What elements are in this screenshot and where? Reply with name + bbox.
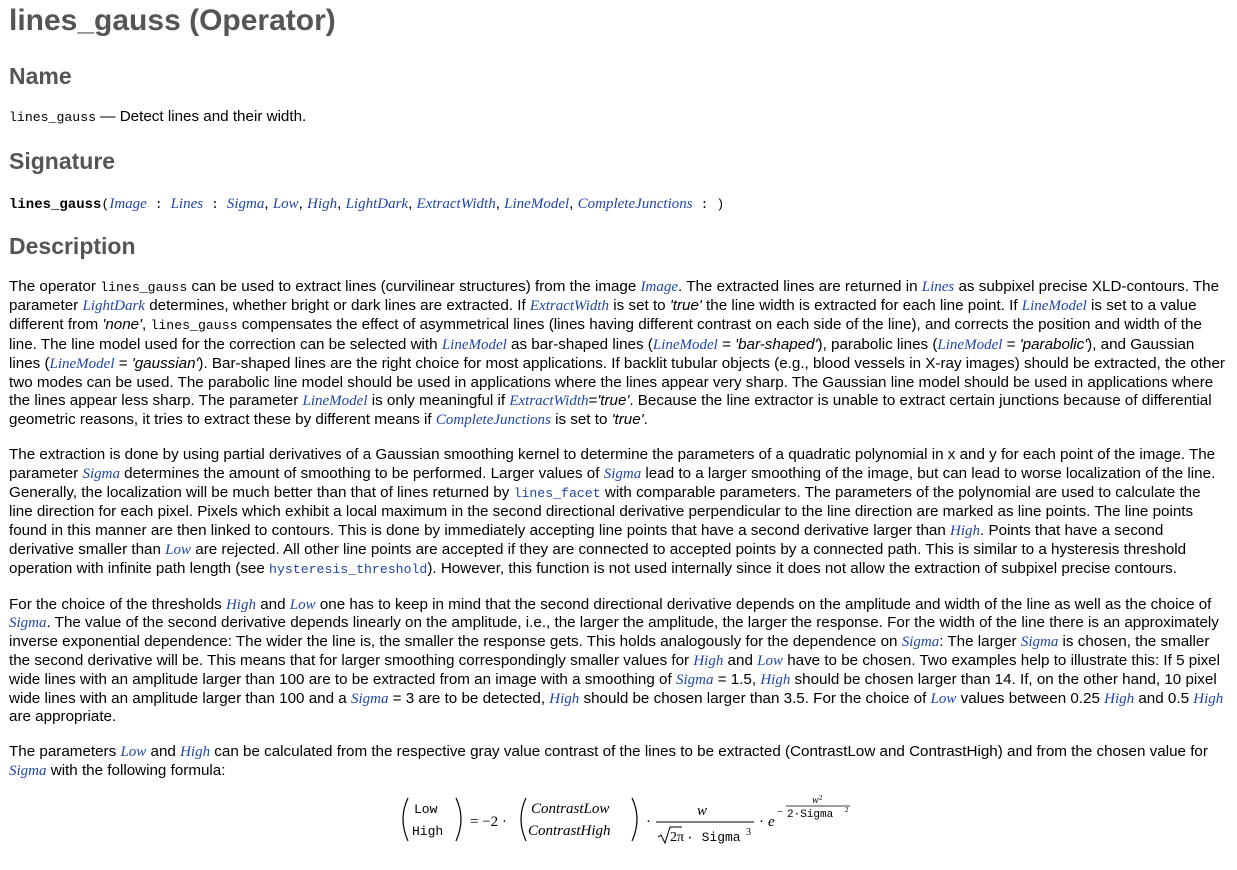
param-ref-high[interactable]: High bbox=[1193, 690, 1224, 707]
description-paragraph-2: The extraction is done by using partial derivatives of a Gaussian smoothing kernel to determine the parameters of a quadratic polynomial in x and y for each point of the image. The parameter Sigma determines the amount of smoothing to be performed. Larger values of Sigma lead to a larger smoothing of the image, but can lead to worse localization of the line. Generally, the localization will be much better than that of lines returned by lines_facet with comparable parameters. The parameters of the polynomial are used to calculate the line direction for each pixel. Pixels which exhibit a local maximum in the second directional derivative perpendicular to the line direction are marked as line points. The line points found in this manner are then linked to contours. This is done by immediately accepting line points that have a second derivative larger than High. Points that have a second derivative smaller than Low are rejected. All other line points are accepted if they are connected to accepted points by a connected path. This is similar to a hysteresis threshold operation with infinite path length (see hysteresis_threshold). However, this function is not used internally since it does not allow the extraction of subpixel precise contours. bbox=[9, 445, 1216, 577]
param-ref-sigma[interactable]: Sigma bbox=[1020, 634, 1059, 651]
denominator-sigma: · Sigma bbox=[686, 829, 741, 845]
param-ref-completejunctions[interactable]: CompleteJunctions bbox=[435, 412, 551, 429]
page-title: lines_gauss (Operator) bbox=[9, 4, 336, 37]
rhs-top: ContrastLow bbox=[531, 800, 610, 817]
formula-graphic bbox=[394, 795, 864, 847]
param-ref-high[interactable]: High bbox=[760, 671, 791, 688]
param-ref-linemodel[interactable]: LineModel bbox=[1021, 298, 1087, 315]
param-ref-linemodel[interactable]: LineModel bbox=[652, 336, 718, 353]
param-ref-high[interactable]: High bbox=[950, 523, 981, 540]
exponent-denominator: 2·Sigma bbox=[787, 808, 834, 821]
param-link-high[interactable]: High bbox=[307, 195, 338, 212]
lhs-bottom: High bbox=[412, 823, 444, 839]
param-link-low[interactable]: Low bbox=[272, 195, 299, 212]
signature-heading: Signature bbox=[9, 147, 116, 174]
name-definition: lines_gauss — Detect lines and their width. bbox=[9, 108, 307, 125]
exponent-denominator-power: 2 bbox=[845, 805, 849, 814]
signature-line: lines_gauss(Image : Lines : Sigma, Low, High, LightDark, ExtractWidth, LineModel, CompleteJunctions : ) bbox=[9, 194, 725, 213]
param-ref-low[interactable]: Low bbox=[165, 541, 192, 558]
param-ref-image[interactable]: Image bbox=[640, 278, 679, 295]
sqrt-argument: 2π bbox=[670, 829, 685, 845]
description-paragraph-3: For the choice of the thresholds High and Low one has to keep in mind that the second directional derivative depends on the amplitude and width of the line as well as the choice of Sigma. The value of the second derivative depends linearly on the amplitude, i.e., the larger the amplitude, the larger the response. For the width of the line there is an approximately inverse exponential dependence: The wider the line is, the smaller the response gets. This holds analogously for the dependence on Sigma: The larger Sigma is chosen, the smaller the second derivative will be. This means that for larger smoothing correspondingly smaller values for High and Low have to be chosen. Two examples help to illustrate this: If 5 pixel wide lines with an amplitude larger than 100 are to be extracted from an image with a smoothing of Sigma = 1.5, High should be chosen larger than 14. If, on the other hand, 10 pixel wide lines with an amplitude larger than 100 and a Sigma = 3 are to be detected, High should be chosen larger than 3.5. For the choice of Low values between 0.25 High and 0.5 High are appropriate. bbox=[9, 595, 1224, 726]
param-ref-sigma[interactable]: Sigma bbox=[82, 465, 120, 482]
param-ref-lines[interactable]: Lines bbox=[921, 278, 955, 295]
dot-2: · bbox=[759, 813, 764, 830]
param-link-linemodel[interactable]: LineModel bbox=[504, 195, 570, 212]
description-paragraph-4: The parameters Low and High can be calculated from the respective gray value contrast of the lines to be extracted (ContrastLow and ContrastHigh) and from the chosen value for Sigma with the following formula: bbox=[9, 743, 1208, 779]
param-ref-lightdark[interactable]: LightDark bbox=[82, 298, 145, 315]
param-ref-linemodel[interactable]: LineModel bbox=[937, 336, 1003, 353]
denominator-exponent: 3 bbox=[746, 826, 751, 838]
param-link-sigma[interactable]: Sigma bbox=[226, 195, 265, 212]
param-ref-extractwidth[interactable]: ExtractWidth bbox=[529, 298, 610, 315]
param-ref-high[interactable]: High bbox=[549, 690, 580, 707]
equals-minus-two: = −2 · bbox=[470, 813, 507, 830]
param-link-image[interactable]: Image bbox=[109, 195, 147, 212]
param-link-completejunctions[interactable]: CompleteJunctions bbox=[577, 195, 693, 212]
paren-right-2 bbox=[632, 798, 637, 841]
euler-e: e bbox=[768, 813, 775, 830]
link-hysteresis-threshold[interactable]: hysteresis_threshold bbox=[269, 561, 428, 577]
param-ref-sigma[interactable]: Sigma bbox=[675, 671, 714, 688]
description-paragraph-1: The operator lines_gauss can be used to extract lines (curvilinear structures) from the image Image. The extracted lines are returned in Lines as subpixel precise XLD-contours. The parameter LightDark determines, whether bright or dark lines are extracted. If ExtractWidth is set to 'true' the line width is extracted for each line point. If LineModel is set to a value different from 'none', lines_gauss compensates the effect of asymmetrical lines (lines having different contrast on each side of the line), and corrects the position and width of the line. The line model used for the correction can be selected with LineModel as bar-shaped lines (LineModel = 'bar-shaped'), parabolic lines (LineModel = 'parabolic'), and Gaussian lines (LineModel = 'gaussian'). Bar-shaped lines are the right choice for most applications. If backlit tubular objects (e.g., blood vessels in X-ray images) should be extracted, the other two modes can be used. The parabolic line model should be used in applications where the lines appear very sharp. The Gaussian line model should be used in applications where the lines appear less sharp. The parameter LineModel is only meaningful if ExtractWidth='true'. Because the line extractor is unable to extract certain junctions because of differential geometric reasons, it tries to extract these by different means if CompleteJunctions is set to 'true'. bbox=[9, 277, 1225, 429]
param-link-lightdark[interactable]: LightDark bbox=[345, 195, 409, 212]
param-ref-sigma[interactable]: Sigma bbox=[603, 465, 642, 482]
operator-summary: Detect lines and their width. bbox=[119, 108, 307, 125]
link-lines-facet[interactable]: lines_facet bbox=[513, 485, 601, 501]
param-ref-high[interactable]: High bbox=[1104, 690, 1135, 707]
lhs-top: Low bbox=[414, 801, 438, 817]
param-ref-high[interactable]: High bbox=[180, 744, 211, 761]
name-heading: Name bbox=[9, 63, 72, 89]
param-link-lines[interactable]: Lines bbox=[170, 195, 204, 212]
exponent-minus: − bbox=[777, 805, 784, 818]
param-ref-low[interactable]: Low bbox=[120, 744, 147, 761]
operator-name: lines_gauss bbox=[9, 110, 97, 125]
param-ref-high[interactable]: High bbox=[693, 652, 724, 669]
param-ref-sigma[interactable]: Sigma bbox=[901, 634, 940, 651]
rhs-bottom: ContrastHigh bbox=[528, 822, 611, 839]
threshold-formula bbox=[9, 795, 1228, 847]
param-ref-low[interactable]: Low bbox=[930, 690, 957, 707]
param-ref-linemodel[interactable]: LineModel bbox=[49, 355, 115, 372]
param-ref-linemodel[interactable]: LineModel bbox=[441, 336, 507, 353]
fraction-numerator: w bbox=[697, 802, 708, 819]
dot-1: · bbox=[646, 813, 651, 830]
param-ref-high[interactable]: High bbox=[225, 596, 256, 613]
param-ref-linemodel[interactable]: LineModel bbox=[302, 393, 368, 410]
param-ref-sigma[interactable]: Sigma bbox=[350, 690, 389, 707]
signature-operator: lines_gauss bbox=[9, 196, 102, 213]
exponent-numerator: w bbox=[812, 794, 819, 806]
param-ref-sigma[interactable]: Sigma bbox=[9, 762, 47, 779]
param-ref-low[interactable]: Low bbox=[289, 596, 316, 613]
param-ref-low[interactable]: Low bbox=[757, 652, 783, 669]
paren-left-2 bbox=[521, 798, 526, 841]
paren-right-1 bbox=[456, 798, 461, 841]
exponent-numerator-power: 2 bbox=[819, 794, 823, 802]
param-link-extractwidth[interactable]: ExtractWidth bbox=[416, 195, 496, 212]
param-ref-sigma[interactable]: Sigma bbox=[9, 615, 47, 632]
param-ref-extractwidth[interactable]: ExtractWidth bbox=[509, 393, 589, 410]
description-heading: Description bbox=[9, 232, 136, 259]
paren-left-1 bbox=[403, 798, 408, 841]
